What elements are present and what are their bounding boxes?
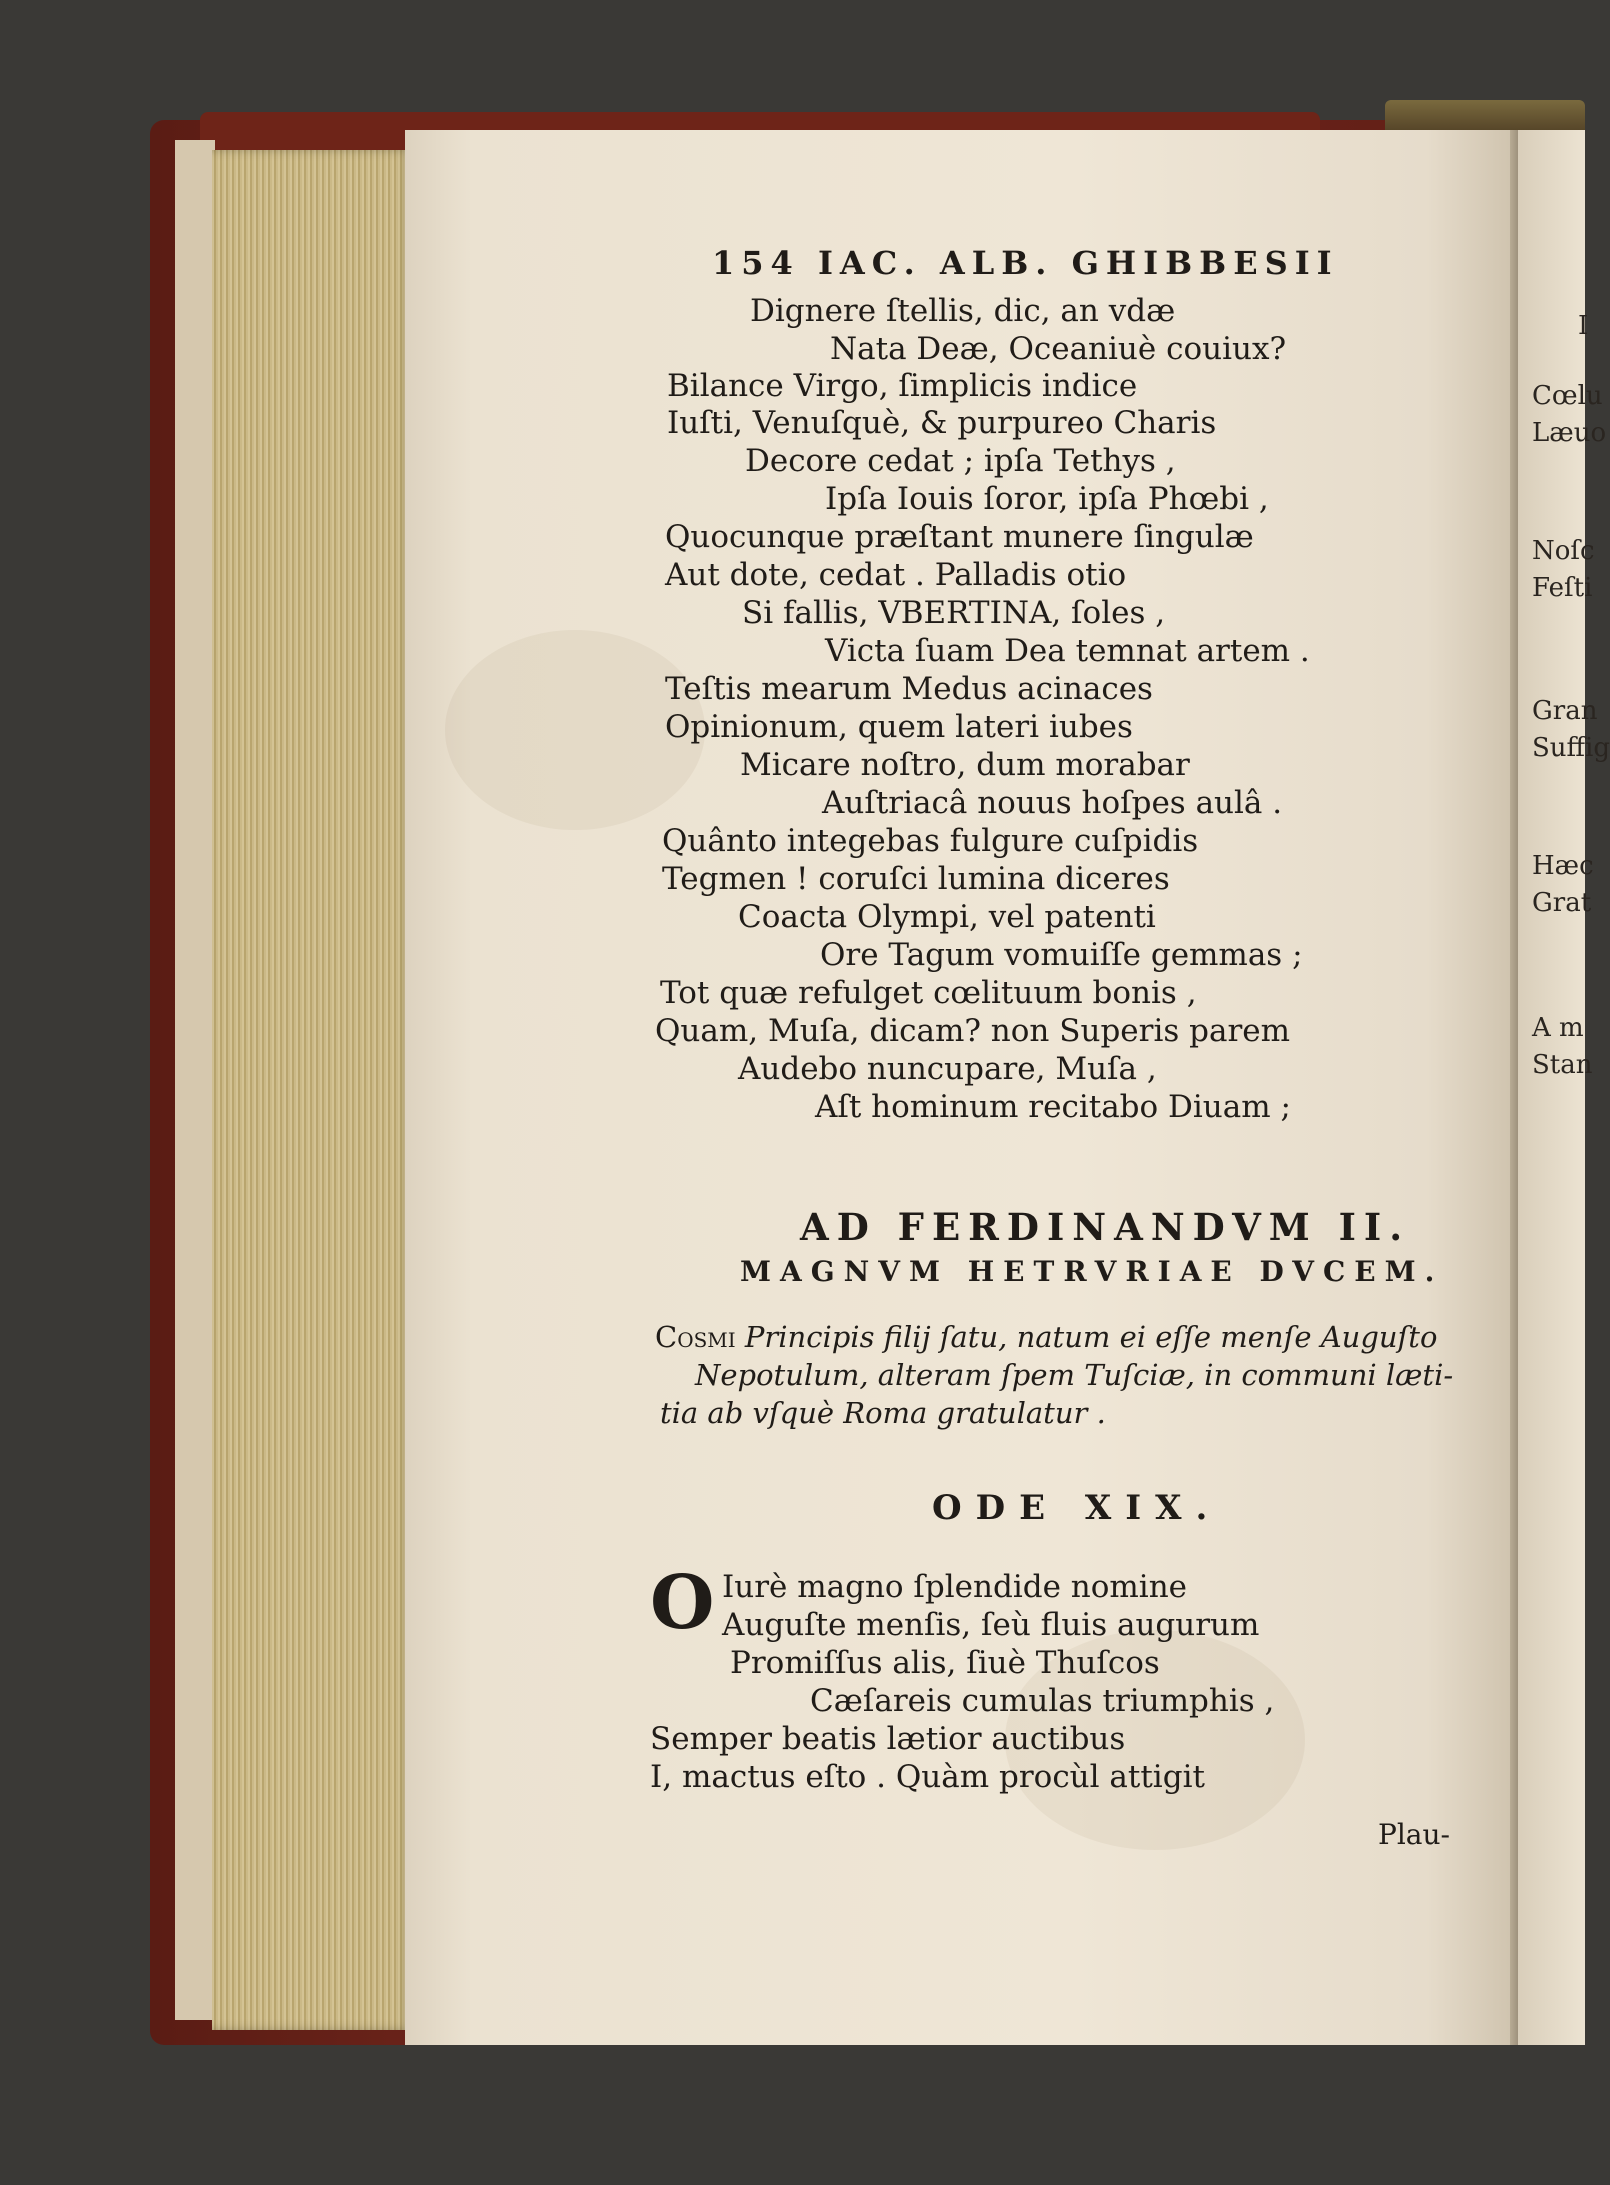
ode-line: Semper beatis lætior auctibus bbox=[650, 1721, 1126, 1757]
verse-line: Ore Tagum vomuiſſe gemmas ; bbox=[820, 937, 1303, 973]
verse-line: Micare noſtro, dum morabar bbox=[740, 747, 1190, 783]
facing-page-fragment: I bbox=[1578, 311, 1589, 341]
verse-line: Auſtriacâ nouus hoſpes aulâ . bbox=[822, 785, 1283, 821]
verse-line: Teſtis mearum Medus acinaces bbox=[665, 671, 1153, 707]
ode-line: Auguſte menſis, ſeù fluis augurum bbox=[722, 1607, 1260, 1643]
facing-page bbox=[1518, 130, 1610, 2045]
poem-subheading: MAGNVM HETRVRIAE DVCEM. bbox=[740, 1255, 1444, 1288]
verse-line: Opinionum, quem lateri iubes bbox=[665, 709, 1133, 745]
catchword: Plau- bbox=[1378, 1818, 1450, 1851]
argument-text: Principis filij ſatu, natum ei eſſe menſe Auguſto bbox=[735, 1320, 1438, 1354]
verse-line: Dignere ſtellis, dic, an vdæ bbox=[750, 293, 1176, 329]
verse-line: Ipſa Iouis ſoror, ipſa Phœbi , bbox=[825, 481, 1269, 517]
facing-page-fragment: Læuo bbox=[1532, 418, 1607, 448]
verse-line: Bilance Virgo, ſimplicis indice bbox=[667, 368, 1138, 404]
verse-line: Victa ſuam Dea temnat artem . bbox=[825, 633, 1310, 669]
argument-lead: Cosmi bbox=[655, 1320, 736, 1354]
verse-line: Coacta Olympi, vel patenti bbox=[738, 899, 1156, 935]
facing-page-fragment: Cœlu bbox=[1532, 381, 1603, 411]
verse-line: Decore cedat ; ipſa Tethys , bbox=[745, 443, 1176, 479]
facing-page-fragment: Feſti bbox=[1532, 573, 1593, 603]
verse-line: Aut dote, cedat . Palladis otio bbox=[665, 557, 1127, 593]
page-block bbox=[175, 140, 215, 2020]
poem-heading: AD FERDINANDVM II. bbox=[800, 1205, 1411, 1249]
facing-page-fragment: Grat bbox=[1532, 888, 1592, 918]
verse-line: Tegmen ! coruſci lumina diceres bbox=[662, 861, 1170, 897]
page-edges bbox=[212, 150, 412, 2030]
facing-page-fragment: A m bbox=[1532, 1013, 1584, 1043]
verse-line: Nata Deæ, Oceaniuè couiux? bbox=[830, 331, 1287, 367]
verse-line: Quocunque præſtant munere ſingulæ bbox=[665, 519, 1254, 555]
verse-line: Iuſti, Venuſquè, & purpureo Charis bbox=[667, 405, 1217, 441]
argument-line: tia ab vſquè Roma gratulatur . bbox=[660, 1396, 1106, 1430]
verse-line: Audebo nuncupare, Muſa , bbox=[738, 1051, 1157, 1087]
running-header: 154 IAC. ALB. GHIBBESII bbox=[712, 244, 1339, 282]
ode-line: I, mactus eſto . Quàm procùl attigit bbox=[650, 1759, 1205, 1795]
ode-line: Iurè magno ſplendide nomine bbox=[722, 1569, 1188, 1605]
verse-line: Quânto integebas fulgure cuſpidis bbox=[662, 823, 1199, 859]
argument-line: Nepotulum, alteram ſpem Tuſciæ, in communi læti- bbox=[695, 1358, 1454, 1392]
facing-page-fragment: Gran bbox=[1532, 696, 1598, 726]
ode-line: Promiſſus alis, ſiuè Thuſcos bbox=[730, 1645, 1160, 1681]
ode-line: Cæſareis cumulas triumphis , bbox=[810, 1683, 1275, 1719]
argument-line bbox=[655, 1320, 1437, 1354]
ode-title: ODE XIX. bbox=[932, 1488, 1222, 1528]
facing-page-fragment: Stan bbox=[1532, 1050, 1593, 1080]
drop-cap: O bbox=[650, 1560, 715, 1646]
verse-line: Tot quæ refulget cœlituum bonis , bbox=[660, 975, 1197, 1011]
facing-page-fragment: Suffig bbox=[1532, 733, 1610, 763]
facing-page-fragment: Noſc bbox=[1532, 536, 1595, 566]
facing-page-fragment: Hæc bbox=[1532, 851, 1594, 881]
verse-line: Quam, Muſa, dicam? non Superis parem bbox=[655, 1013, 1291, 1049]
verse-line: Si fallis, VBERTINA, ſoles , bbox=[742, 595, 1166, 631]
verse-line: Aſt hominum recitabo Diuam ; bbox=[815, 1089, 1291, 1125]
